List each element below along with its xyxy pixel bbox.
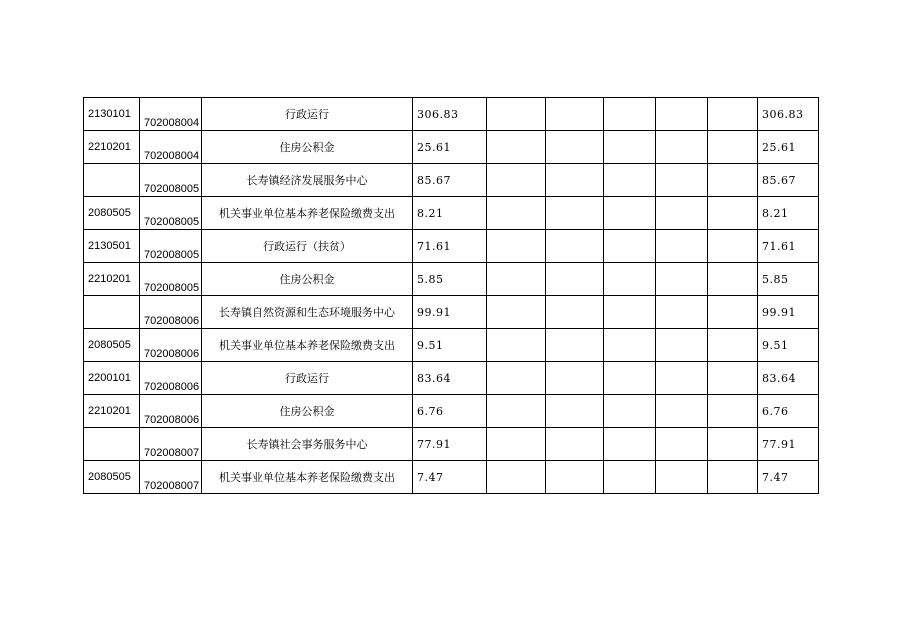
empty-cell (708, 362, 758, 395)
unit-code-cell: 702008005 (140, 197, 202, 230)
empty-cell (487, 197, 546, 230)
function-code-cell (84, 428, 140, 461)
total-cell: 83.64 (413, 362, 487, 395)
table-row (84, 395, 819, 428)
empty-cell (604, 428, 656, 461)
empty-cell (604, 362, 656, 395)
empty-cell (656, 230, 708, 263)
empty-cell (708, 197, 758, 230)
function-code-cell (84, 296, 140, 329)
empty-cell (546, 263, 604, 296)
item-name-cell: 机关事业单位基本养老保险缴费支出 (202, 197, 413, 230)
empty-cell (708, 263, 758, 296)
item-name-cell: 行政运行 (202, 362, 413, 395)
empty-cell (656, 197, 708, 230)
function-code-cell: 2080505 (84, 329, 140, 362)
amount-cell: 306.83 (758, 98, 819, 131)
amount-cell: 85.67 (758, 164, 819, 197)
empty-cell (656, 362, 708, 395)
item-name-cell: 住房公积金 (202, 131, 413, 164)
empty-cell (604, 329, 656, 362)
amount-cell: 77.91 (758, 428, 819, 461)
empty-cell (708, 461, 758, 494)
table-row (84, 362, 819, 395)
amount-cell: 7.47 (758, 461, 819, 494)
unit-code-cell: 702008005 (140, 164, 202, 197)
total-cell: 99.91 (413, 296, 487, 329)
amount-cell: 9.51 (758, 329, 819, 362)
unit-code-cell: 702008007 (140, 461, 202, 494)
unit-code-cell: 702008004 (140, 131, 202, 164)
empty-cell (708, 164, 758, 197)
unit-code-cell: 702008006 (140, 296, 202, 329)
empty-cell (487, 230, 546, 263)
unit-code-cell: 702008006 (140, 362, 202, 395)
empty-cell (546, 461, 604, 494)
table-row (84, 164, 819, 197)
empty-cell (487, 296, 546, 329)
item-name-cell: 住房公积金 (202, 395, 413, 428)
empty-cell (487, 461, 546, 494)
empty-cell (487, 131, 546, 164)
item-name-cell: 行政运行（扶贫） (202, 230, 413, 263)
function-code-cell: 2130501 (84, 230, 140, 263)
empty-cell (708, 230, 758, 263)
item-name-cell: 长寿镇社会事务服务中心 (202, 428, 413, 461)
empty-cell (604, 263, 656, 296)
function-code-cell: 2210201 (84, 395, 140, 428)
item-name-cell: 行政运行 (202, 98, 413, 131)
empty-cell (546, 98, 604, 131)
total-cell: 85.67 (413, 164, 487, 197)
item-name-cell: 机关事业单位基本养老保险缴费支出 (202, 329, 413, 362)
empty-cell (546, 428, 604, 461)
item-name-cell: 长寿镇经济发展服务中心 (202, 164, 413, 197)
unit-code-cell: 702008004 (140, 98, 202, 131)
unit-code-cell: 702008007 (140, 428, 202, 461)
empty-cell (604, 296, 656, 329)
empty-cell (708, 428, 758, 461)
function-code-cell: 2210201 (84, 131, 140, 164)
item-name-cell: 机关事业单位基本养老保险缴费支出 (202, 461, 413, 494)
empty-cell (708, 98, 758, 131)
empty-cell (546, 131, 604, 164)
empty-cell (604, 197, 656, 230)
table-row (84, 98, 819, 131)
empty-cell (546, 230, 604, 263)
empty-cell (656, 461, 708, 494)
empty-cell (656, 98, 708, 131)
amount-cell: 5.85 (758, 263, 819, 296)
table-row (84, 461, 819, 494)
empty-cell (487, 395, 546, 428)
empty-cell (487, 362, 546, 395)
empty-cell (708, 296, 758, 329)
empty-cell (546, 296, 604, 329)
unit-code-cell: 702008005 (140, 263, 202, 296)
total-cell: 9.51 (413, 329, 487, 362)
amount-cell: 99.91 (758, 296, 819, 329)
empty-cell (546, 362, 604, 395)
empty-cell (546, 164, 604, 197)
total-cell: 306.83 (413, 98, 487, 131)
empty-cell (546, 197, 604, 230)
total-cell: 25.61 (413, 131, 487, 164)
empty-cell (656, 131, 708, 164)
unit-code-cell: 702008005 (140, 230, 202, 263)
table-row (84, 263, 819, 296)
empty-cell (604, 164, 656, 197)
total-cell: 5.85 (413, 263, 487, 296)
total-cell: 71.61 (413, 230, 487, 263)
empty-cell (487, 263, 546, 296)
empty-cell (487, 329, 546, 362)
table-row (84, 197, 819, 230)
total-cell: 7.47 (413, 461, 487, 494)
empty-cell (546, 395, 604, 428)
function-code-cell: 2130101 (84, 98, 140, 131)
unit-code-cell: 702008006 (140, 395, 202, 428)
table-body (84, 98, 819, 494)
function-code-cell: 2210201 (84, 263, 140, 296)
empty-cell (546, 329, 604, 362)
empty-cell (656, 428, 708, 461)
empty-cell (604, 461, 656, 494)
total-cell: 77.91 (413, 428, 487, 461)
table-row (84, 329, 819, 362)
empty-cell (656, 164, 708, 197)
empty-cell (656, 263, 708, 296)
empty-cell (487, 428, 546, 461)
empty-cell (708, 329, 758, 362)
amount-cell: 6.76 (758, 395, 819, 428)
function-code-cell: 2200101 (84, 362, 140, 395)
budget-table (83, 97, 819, 494)
empty-cell (656, 395, 708, 428)
empty-cell (604, 131, 656, 164)
amount-cell: 83.64 (758, 362, 819, 395)
function-code-cell: 2080505 (84, 461, 140, 494)
empty-cell (487, 164, 546, 197)
function-code-cell (84, 164, 140, 197)
empty-cell (487, 98, 546, 131)
function-code-cell: 2080505 (84, 197, 140, 230)
amount-cell: 71.61 (758, 230, 819, 263)
empty-cell (656, 296, 708, 329)
item-name-cell: 住房公积金 (202, 263, 413, 296)
unit-code-cell: 702008006 (140, 329, 202, 362)
total-cell: 8.21 (413, 197, 487, 230)
table-row (84, 230, 819, 263)
empty-cell (604, 395, 656, 428)
table-row (84, 131, 819, 164)
table-row (84, 296, 819, 329)
total-cell: 6.76 (413, 395, 487, 428)
empty-cell (604, 230, 656, 263)
empty-cell (604, 98, 656, 131)
empty-cell (708, 131, 758, 164)
empty-cell (656, 329, 708, 362)
table-row (84, 428, 819, 461)
empty-cell (708, 395, 758, 428)
item-name-cell: 长寿镇自然资源和生态环境服务中心 (202, 296, 413, 329)
amount-cell: 8.21 (758, 197, 819, 230)
amount-cell: 25.61 (758, 131, 819, 164)
